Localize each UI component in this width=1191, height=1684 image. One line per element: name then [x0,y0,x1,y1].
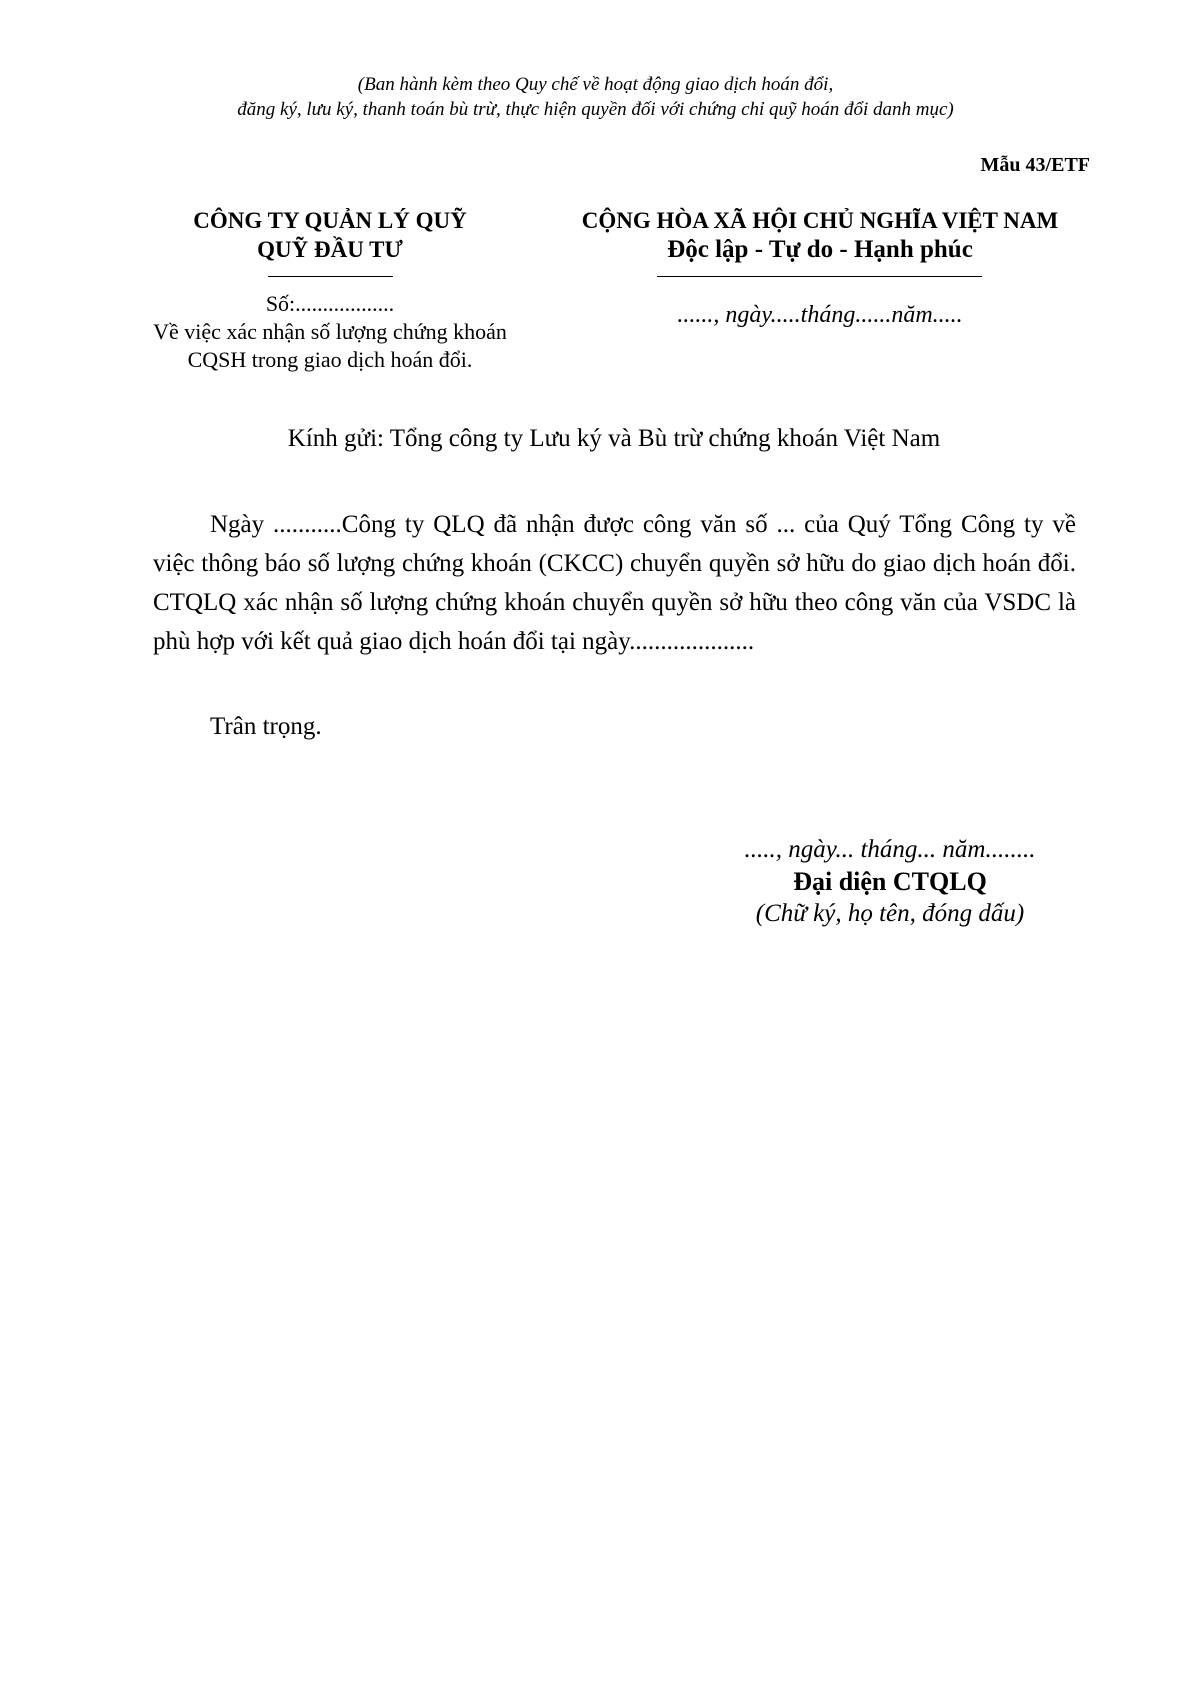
recipient-line: Kính gửi: Tổng công ty Lưu ký và Bù trừ chứng khoán Việt Nam [287,425,941,452]
subject-line-2: CQSH trong giao dịch hoán đổi. [187,347,473,372]
national-header [560,206,1080,264]
signature-place-date: ....., ngày... tháng... năm........ [744,836,1036,863]
place-date-header: ......, ngày.....tháng......năm..... [677,302,963,328]
signature-note: (Chữ ký, họ tên, đóng dấu) [755,900,1025,927]
document-reference [130,290,530,374]
national-motto: Độc lập - Tự do - Hạnh phúc [667,236,973,263]
organization-line-1: CÔNG TY QUẢN LÝ QUỸ [193,208,467,233]
national-title: CỘNG HÒA XÃ HỘI CHỦ NGHĨA VIỆT NAM [581,208,1059,233]
organization-line-2: QUỸ ĐẦU TƯ [257,237,403,262]
document-number: Số:.................. [265,291,395,316]
regulation-note-line-2: đăng ký, lưu ký, thanh toán bù trừ, thực hiện quyền đối với chứng chỉ quỹ hoán đổi danh mục) [237,99,954,120]
regulation-note [0,72,1191,122]
form-code: Mẫu 43/ETF [980,154,1090,176]
regulation-note-line-1: (Ban hành kèm theo Quy chế về hoạt động giao dịch hoán đổi, [357,74,834,95]
signature-block [710,834,1070,930]
subject-line-1: Về việc xác nhận số lượng chứng khoán [153,319,507,344]
organization-underline [268,276,393,277]
closing-phrase: Trân trọng. [210,713,322,740]
national-motto-underline [657,276,982,277]
body-paragraph: Ngày ...........Công ty QLQ đã nhận được công văn số ... của Quý Tổng Công ty về việc thông báo số lượng chứng khoán (CKCC) chuyển quyền sở hữu do giao dịch hoán đổi. CTQLQ xác nhận số lượng chứng khoán chuyển quyền sở hữu theo công văn của VSDC là phù hợp với kết quả giao dịch hoán đổi tại ngày.................... [153,511,1076,655]
organization-header [130,206,530,264]
signature-title: Đại diện CTQLQ [793,867,987,896]
